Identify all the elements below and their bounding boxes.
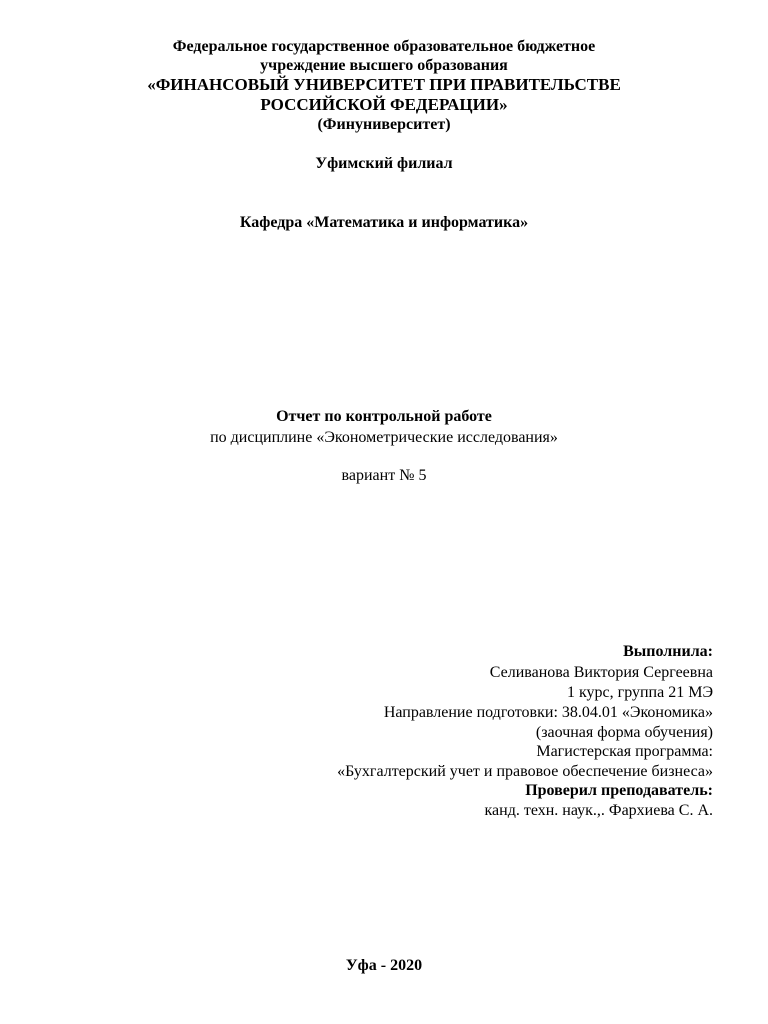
footer-city-year: Уфа - 2020: [345, 957, 423, 974]
header-university-line1: «ФИНАНСОВЫЙ УНИВЕРСИТЕТ ПРИ ПРАВИТЕЛЬСТВЕ: [147, 75, 621, 94]
author-program-label: Магистерская программа:: [536, 743, 713, 760]
department-name: Кафедра «Математика и информатика»: [239, 214, 529, 231]
author-label: Выполнила:: [623, 643, 713, 660]
author-program-name: «Бухгалтерский учет и правовое обеспечение бизнеса»: [337, 763, 713, 780]
author-course-group: 1 курс, группа 21 МЭ: [566, 684, 713, 701]
header-institution-line2: учреждение высшего образования: [260, 57, 508, 74]
report-title: Отчет по контрольной работе: [276, 408, 492, 425]
author-direction: Направление подготовки: 38.04.01 «Экономика»: [383, 704, 713, 721]
author-name: Селиванова Виктория Сергеевна: [489, 664, 713, 681]
reviewer-label: Проверил преподаватель:: [525, 782, 713, 799]
report-discipline: по дисциплине «Эконометрические исследования»: [210, 429, 558, 446]
header-university-line2: РОССИЙСКОЙ ФЕДЕРАЦИИ»: [260, 95, 508, 114]
branch-name: Уфимский филиал: [315, 155, 453, 172]
header-short-name: (Финуниверситет): [317, 116, 451, 133]
header-institution-line1: Федеральное государственное образовательное бюджетное: [172, 38, 596, 55]
author-study-form: (заочная форма обучения): [535, 724, 713, 741]
reviewer-name: канд. техн. наук.,. Фархиева С. А.: [484, 802, 713, 819]
report-variant: вариант № 5: [341, 467, 427, 484]
